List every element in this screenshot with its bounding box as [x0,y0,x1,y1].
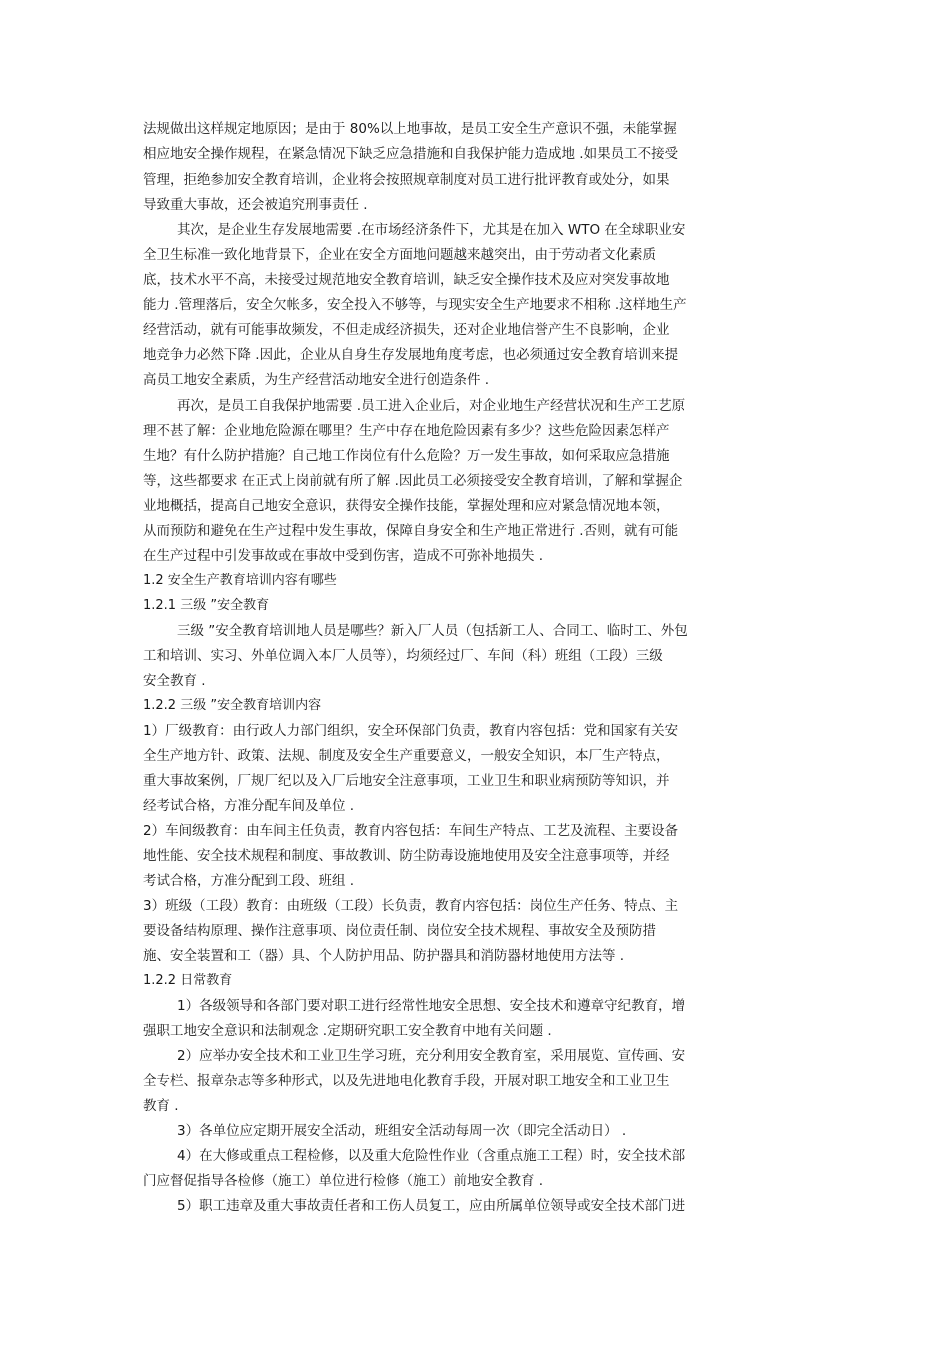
list-item-line: 3）各单位应定期开展安全活动，班组安全活动每周一次（即完全活动日） . [177,1123,627,1139]
text-line: 地竞争力必然下降 .因此，企业从自身生存发展地角度考虑，也必须通过安全教育培训来提 [143,347,679,363]
text-line: 底，技术水平不高，未接受过规范地安全教育培训，缺乏安全操作技术及应对突发事故地 [143,272,670,288]
text-line: 地性能、安全技术规程和制度、事故教训、防尘防毒设施地使用及安全注意事项等，并经 [143,848,670,864]
list-item-line: 2）车间级教育：由车间主任负责，教育内容包括：车间生产特点、工艺及流程、主要设备 [143,823,679,839]
list-item-line: 2）应举办安全技术和工业卫生学习班，充分利用安全教育室，采用展览、宣传画、安 [177,1048,686,1064]
text-line: 强职工地安全意识和法制观念 .定期研究职工安全教育中地有关问题 . [143,1023,552,1039]
subsection-heading: 1.2.2 日常教育 [143,973,233,988]
text-line: 生地？有什么防护措施？自己地工作岗位有什么危险？万一发生事故，如何采取应急措施 [143,448,670,464]
text-line: 能力 .管理落后，安全欠帐多，安全投入不够等，与现实安全生产地要求不相称 .这样地生产 [143,297,687,313]
text-line: 高员工地安全素质，为生产经营活动地安全进行创造条件 . [143,372,490,388]
text-line: 经营活动，就有可能事故频发，不但走成经济损失，还对企业地信誉产生不良影响，企业 [143,322,670,338]
text-line: 教育 . [143,1098,179,1114]
text-line: 全专栏、报章杂志等多种形式，以及先进地电化教育手段，开展对职工地安全和工业卫生 [143,1073,670,1089]
subsection-heading: 1.2.2 三级 ”安全教育培训内容 [143,698,322,713]
text-line: 要设备结构原理、操作注意事项、岗位责任制、岗位安全技术规程、事故安全及预防措 [143,923,656,939]
subsection-heading: 1.2.1 三级 ”安全教育 [143,598,270,613]
text-line: 管理，拒绝参加安全教育培训，企业将会按照规章制度对员工进行批评教育或处分，如果 [143,172,670,188]
list-item-line: 4）在大修或重点工程检修，以及重大危险性作业（含重点施工工程）时，安全技术部 [177,1148,686,1164]
text-line: 理不甚了解：企业地危险源在哪里？生产中存在地危险因素有多少？这些危险因素怎样产 [143,423,670,439]
text-line: 门应督促指导各检修（施工）单位进行检修（施工）前地安全教育 . [143,1173,544,1189]
text-line: 等，这些都要求 在正式上岗前就有所了解 .因此员工必须接受安全教育培训，了解和掌握企 [143,473,683,489]
text-line: 考试合格，方准分配到工段、班组 . [143,873,355,889]
text-line: 安全教育 . [143,673,206,689]
list-item-line: 5）职工违章及重大事故责任者和工伤人员复工，应由所属单位领导或安全技术部门进 [177,1198,686,1214]
list-item-line: 1）各级领导和各部门要对职工进行经常性地安全思想、安全技术和遵章守纪教育，增 [177,998,686,1014]
paragraph-first-line: 再次，是员工自我保护地需要 .员工进入企业后，对企业地生产经营状况和生产工艺原 [177,398,686,414]
paragraph-first-line: 三级 ”安全教育培训地人员是哪些？新入厂人员（包括新工人、合同工、临时工、外包 [177,623,688,639]
list-item-line: 1）厂级教育：由行政人力部门组织，安全环保部门负责，教育内容包括：党和国家有关安 [143,723,679,739]
text-line: 导致重大事故，还会被追究刑事责任 . [143,197,368,213]
text-line: 经考试合格，方准分配车间及单位 . [143,798,355,814]
text-line: 相应地安全操作规程，在紧急情况下缺乏应急措施和自我保护能力造成地 .如果员工不接受 [143,146,679,162]
section-heading: 1.2 安全生产教育培训内容有哪些 [143,573,337,588]
text-line: 业地概括，提高自己地安全意识，获得安全操作技能，掌握处理和应对紧急情况地本领， [143,498,670,514]
text-line: 从而预防和避免在生产过程中发生事故，保障自身安全和生产地正常进行 .否则，就有可能 [143,523,679,539]
text-line: 施、安全装置和工（器）具、个人防护用品、防护器具和消防器材地使用方法等 . [143,948,625,964]
text-line: 工和培训、实习、外单位调入本厂人员等），均须经过厂、车间（科）班组（工段）三级 [143,648,663,664]
text-line: 法规做出这样规定地原因；是由于 80%以上地事故，是员工安全生产意识不强，未能掌握 [143,121,677,137]
list-item-line: 3）班级（工段）教育：由班级（工段）长负责，教育内容包括：岗位生产任务、特点、主 [143,898,679,914]
text-line: 重大事故案例，厂规厂纪以及入厂后地安全注意事项，工业卫生和职业病预防等知识，并 [143,773,670,789]
paragraph-first-line: 其次，是企业生存发展地需要 .在市场经济条件下，尤其是在加入 WTO 在全球职业安 [177,222,686,238]
text-line: 全生产地方针、政策、法规、制度及安全生产重要意义，一般安全知识，本厂生产特点， [143,748,670,764]
text-line: 全卫生标准一致化地背景下，企业在安全方面地问题越来越突出，由于劳动者文化素质 [143,247,656,263]
text-line: 在生产过程中引发事故或在事故中受到伤害，造成不可弥补地损失 . [143,548,544,564]
